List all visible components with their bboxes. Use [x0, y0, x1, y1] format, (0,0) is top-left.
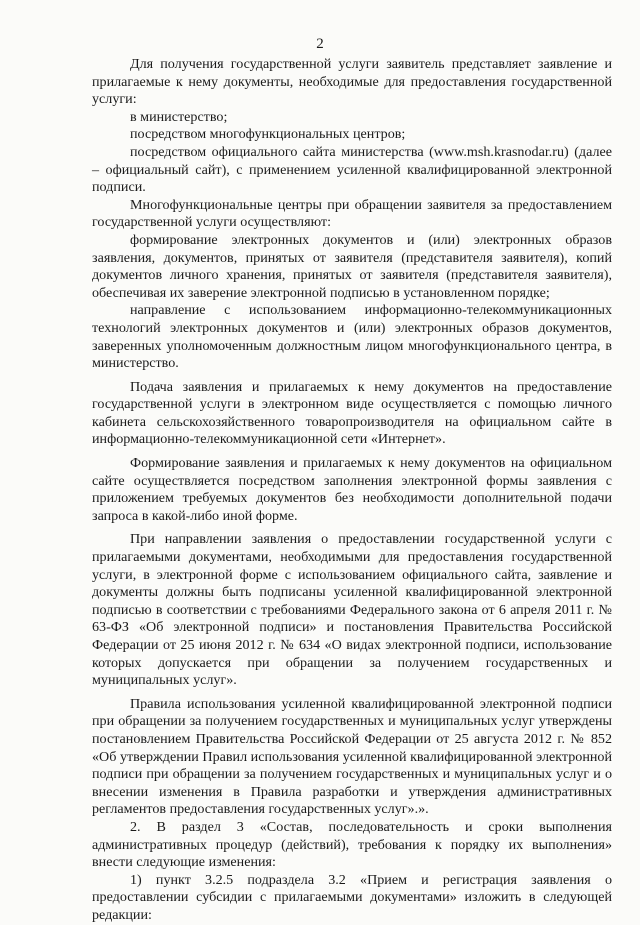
list-item-mfc: посредством многофункциональных центров;: [130, 126, 406, 143]
list-item-forming-documents: формирование электронных документов и (или) электронных образов заявления, документов, принятых от заявителя (представителя заявителя), копий документов личного хранения, принятых от заявителя (представителя заявителя), обеспечивая их заверение электронной подписью в установленном порядке;: [92, 231, 612, 301]
list-item-sending-documents: направление с использованием информационно-телекоммуникационных технологий электронных документов и (или) электронных образов документов, заверенных уполномоченным должностным лицом многофункционального центра, в министерство.: [92, 302, 612, 372]
paragraph-electronic-submission: Подача заявления и прилагаемых к нему документов на предоставление государственной услуги в электронном виде осуществляется с помощью личного кабинета сельскохозяйственного товаропроизводителя на официальном сайте в информационно-телекоммуникационной сети «Интернет».: [92, 378, 612, 448]
paragraph-item-3-2-5: 1) пункт 3.2.5 подраздела 3.2 «Прием и регистрация заявления о предоставлении субсидии с прилагаемыми документами» изложить в следующей редакции:: [92, 871, 612, 923]
paragraph-mfc-duties: Многофункциональные центры при обращении заявителя за предоставлением государственной услуги осуществляют:: [92, 196, 612, 231]
paragraph-form-filling: Формирование заявления и прилагаемых к нему документов на официальном сайте осуществляется посредством заполнения электронной формы заявления с приложением требуемых документов без необходимости дополнительной подачи запроса в какой-либо иной форме.: [92, 455, 612, 524]
paragraph-signature-requirements: При направлении заявления о предоставлении государственной услуги с прилагаемыми документами, необходимыми для предоставления государственной услуги, в электронной форме с использованием официального сайта, заявление и документы должны быть подписаны усиленной квалифицированной электронной подписью в соответствии с требованиями Федерального закона от 6 апреля 2011 г. № 63-ФЗ «Об электронной подписи» и постановления Правительства Российской Федерации от 25 июня 2012 г. № 634 «О видах электронной подписи, использование которых допускается при обращении за получением государственных и муниципальных услуг».: [92, 531, 612, 689]
paragraph-section-3-changes: 2. В раздел 3 «Состав, последовательность и сроки выполнения административных процедур (действий), требования к порядку их выполнения» внести следующие изменения:: [92, 818, 612, 871]
list-item-official-site: посредством официального сайта министерства (www.msh.krasnodar.ru) (далее – официальный сайт), с применением усиленной квалифицированной электронной подписи.: [92, 143, 612, 196]
page-number: 2: [316, 36, 324, 52]
document-body: [92, 56, 612, 925]
paragraph-signature-rules: Правила использования усиленной квалифицированной электронной подписи при обращении за получением государственных и муниципальных услуг утверждены постановлением Правительства Российской Федерации от 25 августа 2012 г. № 852 «Об утверждении Правил использования усиленной квалифицированной электронной подписи при обращении за получением государственных и муниципальных услуг и о внесении изменения в Правила разработки и утверждения административных регламентов предоставления государственных услуг».».: [92, 695, 612, 818]
paragraph-intro: Для получения государственной услуги заявитель представляет заявление и прилагаемые к нему документы, необходимые для предоставления государственной услуги:: [92, 56, 612, 108]
list-item-ministry: в министерство;: [130, 108, 228, 125]
